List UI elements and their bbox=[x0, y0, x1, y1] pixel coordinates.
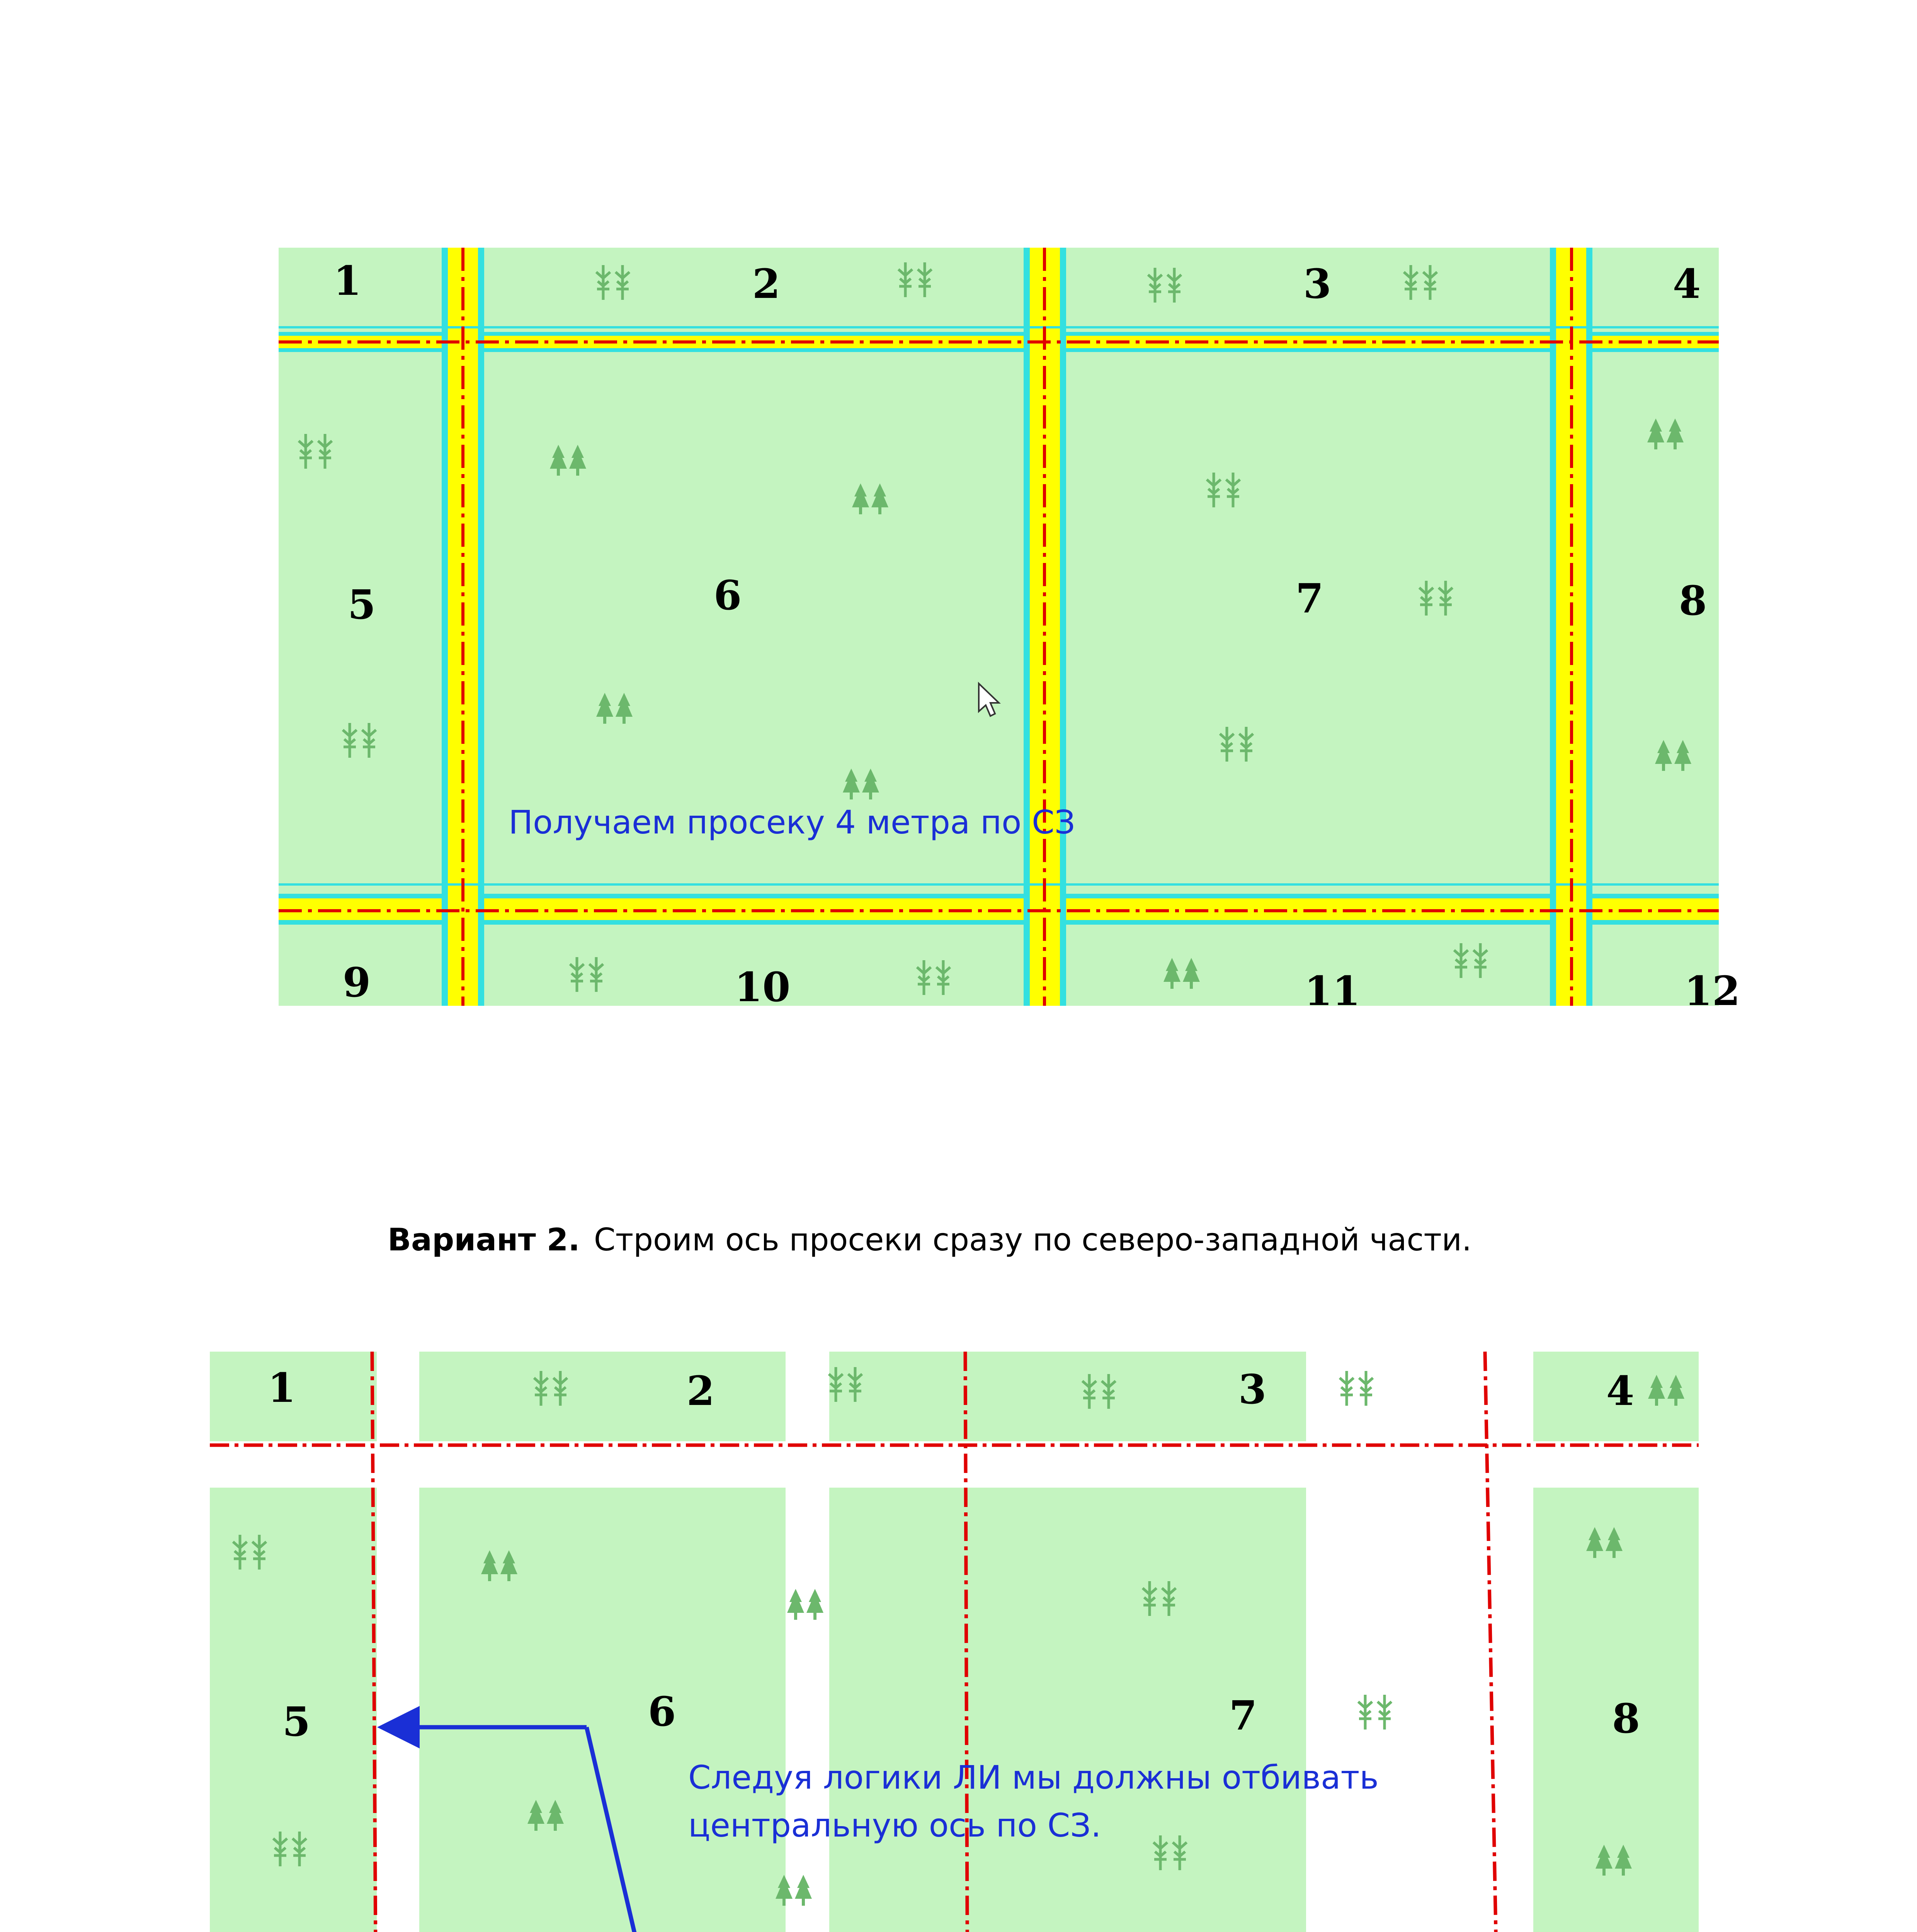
block-number: 9 bbox=[342, 959, 371, 1006]
deciduous-tree-icon bbox=[1454, 943, 1487, 978]
block-number: 8 bbox=[1679, 577, 1707, 624]
variant-caption-text: Строим ось просеки сразу по северо-западной части. bbox=[594, 1222, 1472, 1258]
deciduous-tree-icon bbox=[570, 957, 603, 992]
deciduous-tree-icon bbox=[1220, 727, 1253, 762]
map-1-drawing bbox=[279, 248, 1740, 1015]
variant-caption-label: Вариант 2. bbox=[388, 1222, 580, 1258]
block-number: 10 bbox=[734, 963, 791, 1011]
deciduous-tree-icon bbox=[1358, 1695, 1391, 1730]
deciduous-tree-icon bbox=[596, 265, 629, 300]
map-2-note-line-2: центральную ось по СЗ. bbox=[688, 1806, 1101, 1844]
conifer-tree-icon bbox=[1655, 740, 1691, 771]
mouse-cursor-icon bbox=[979, 684, 999, 716]
clearing-lines bbox=[279, 248, 1719, 1006]
deciduous-tree-icon bbox=[917, 960, 950, 995]
deciduous-tree-icon bbox=[1207, 473, 1240, 507]
conifer-tree-icon bbox=[843, 769, 879, 799]
map-1-note: Получаем просеку 4 метра по СЗ bbox=[509, 803, 1075, 841]
block-number: 12 bbox=[1684, 967, 1740, 1015]
deciduous-tree-icon bbox=[1419, 581, 1453, 616]
deciduous-tree-icon bbox=[1340, 1371, 1373, 1406]
forest-map-variant-1 bbox=[279, 248, 1740, 1015]
block-number: 11 bbox=[1304, 967, 1361, 1015]
block-number: 5 bbox=[347, 581, 376, 628]
block-number: 4 bbox=[1672, 260, 1701, 308]
deciduous-tree-icon bbox=[299, 434, 332, 469]
conifer-tree-icon bbox=[1647, 418, 1684, 449]
variant-caption bbox=[388, 1222, 1471, 1258]
block-number: 7 bbox=[1229, 1692, 1257, 1739]
deciduous-tree-icon bbox=[1148, 268, 1181, 303]
conifer-tree-icon bbox=[787, 1589, 823, 1620]
conifer-tree-icon bbox=[550, 445, 586, 476]
conifer-tree-icon bbox=[1163, 958, 1200, 989]
block-number: 3 bbox=[1303, 260, 1332, 308]
block-number: 7 bbox=[1295, 575, 1324, 622]
block-number: 6 bbox=[648, 1688, 676, 1735]
deciduous-tree-icon bbox=[343, 723, 376, 758]
conifer-tree-icon bbox=[596, 693, 633, 724]
block-number: 2 bbox=[686, 1367, 715, 1415]
block-number: 1 bbox=[267, 1364, 296, 1412]
block-number: 1 bbox=[333, 257, 362, 304]
clearing-crossings bbox=[279, 248, 1719, 1006]
deciduous-tree-icon bbox=[1404, 265, 1437, 300]
block-number: 2 bbox=[752, 260, 781, 308]
block-number: 8 bbox=[1612, 1695, 1640, 1742]
block-number: 4 bbox=[1606, 1367, 1635, 1415]
conifer-tree-icon bbox=[852, 483, 888, 514]
map-2-note-line-1: Следуя логики ЛИ мы должны отбивать bbox=[688, 1759, 1379, 1796]
block-number: 3 bbox=[1238, 1366, 1267, 1413]
block-number: 6 bbox=[713, 571, 742, 619]
block-number: 5 bbox=[282, 1698, 311, 1745]
forest-map-variant-2 bbox=[210, 1352, 1699, 1932]
deciduous-tree-icon bbox=[898, 262, 932, 297]
map-2-note bbox=[688, 1753, 1379, 1849]
